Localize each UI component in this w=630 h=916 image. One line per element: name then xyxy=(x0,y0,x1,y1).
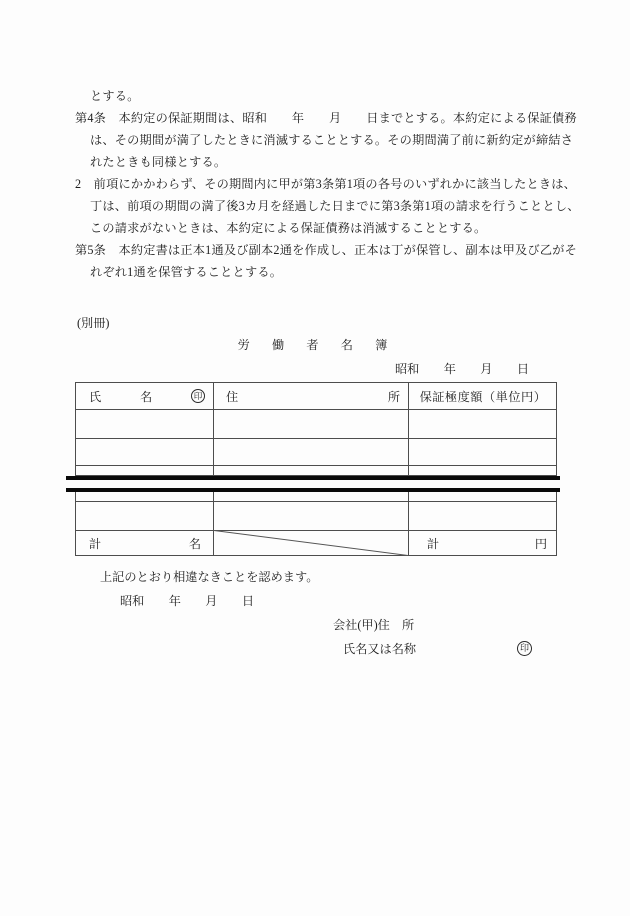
name-or-title-line: 氏名又は名称 xyxy=(343,642,417,656)
body-line: れぞれ1通を保管することとする。 xyxy=(90,265,283,279)
body-line-article5: 第5条 本約定書は正本1通及び副本2通を作成し、正本は丁が保管し、副本は甲及び乙がそ xyxy=(75,243,577,257)
seal-glyph: 印 xyxy=(193,390,203,401)
total-amount-unit: 円 xyxy=(534,536,547,551)
body-line: この請求がないときは、本約定による保証債務は消滅することとする。 xyxy=(90,221,487,235)
roster-table-lower xyxy=(75,492,557,556)
col-header-name-second: 名 xyxy=(140,389,153,404)
name-seal-icon xyxy=(191,389,205,403)
body-line-article4: 第4条 本約定の保証期間は、昭和 年 月 日までとする。本約定による保証債務 xyxy=(75,111,577,125)
attachment-label: (別冊) xyxy=(77,316,110,330)
seal-glyph: 印 xyxy=(519,643,529,653)
roster-title: 労 働 者 名 簿 xyxy=(237,338,393,352)
total-amount-label: 計 xyxy=(427,536,440,551)
signature-seal-icon xyxy=(517,641,532,656)
table-row-line xyxy=(76,438,556,439)
footer-date: 昭和 年 月 日 xyxy=(120,594,255,608)
body-line-paragraph2: 2 前項にかかわらず、その期間内に甲が第3条第1項の各号のいずれかに該当したときは、 xyxy=(75,177,577,191)
col-header-amount xyxy=(408,383,558,409)
body-line: とする。 xyxy=(90,89,140,103)
body-line: は、その期間が満了したときに消滅することとする。その期間満了前に新約定が締結さ xyxy=(90,133,574,147)
page-break-line-top xyxy=(66,476,560,480)
total-count-label: 計 xyxy=(89,536,102,551)
col-header-address-first: 住 xyxy=(226,389,239,404)
table-row-line xyxy=(76,465,556,466)
table-row-line xyxy=(76,501,556,502)
roster-date: 昭和 年 月 日 xyxy=(395,362,530,376)
body-line: 丁は、前項の期間の満了後3カ月を経過した日までに第3条第1項の請求を行うこととし、 xyxy=(90,199,580,213)
body-line: れたときも同様とする。 xyxy=(90,155,227,169)
total-count-cell xyxy=(76,530,213,556)
col-header-address xyxy=(213,383,408,409)
col-header-amount-label: 保証極度額（単位円） xyxy=(419,389,547,404)
col-header-address-last: 所 xyxy=(387,389,400,404)
col-header-name-first: 氏 xyxy=(89,389,102,404)
col-header-name xyxy=(76,383,213,409)
total-diagonal-line xyxy=(214,530,408,556)
table-row-line xyxy=(76,409,556,410)
total-count-unit: 名 xyxy=(188,536,201,551)
total-amount-cell xyxy=(408,530,558,556)
roster-table-upper xyxy=(75,382,557,476)
company-address-line: 会社(甲)住 所 xyxy=(333,618,415,632)
confirmation-text: 上記のとおり相違なきことを認めます。 xyxy=(100,570,319,584)
